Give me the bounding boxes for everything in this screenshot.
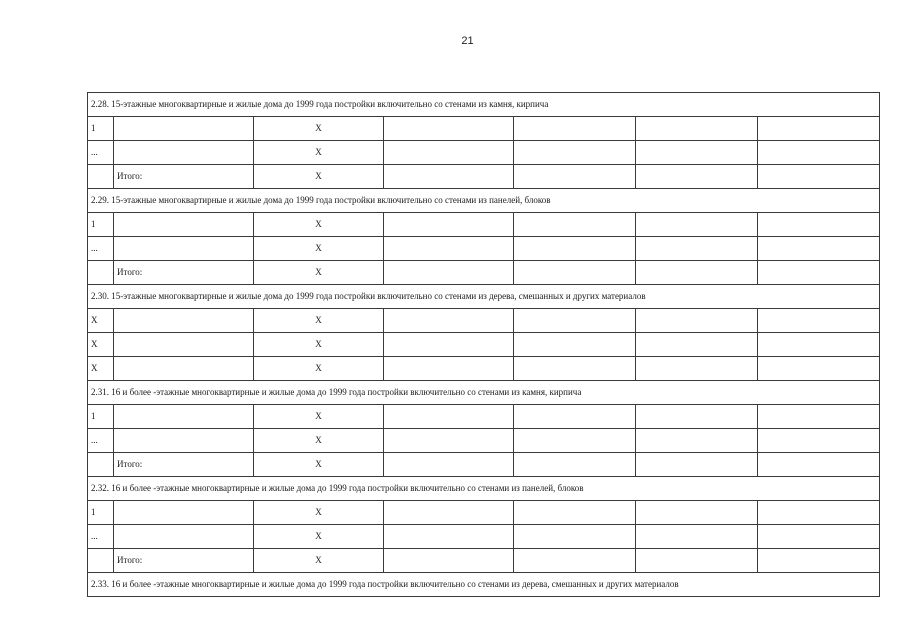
empty-cell: [636, 237, 758, 261]
row-name-cell: [114, 117, 254, 141]
section-heading-row: [88, 381, 880, 405]
empty-cell: [514, 549, 636, 573]
empty-cell: [384, 141, 514, 165]
page-number: 21: [461, 35, 474, 47]
table-body: [88, 93, 880, 597]
table-row: [88, 333, 880, 357]
empty-cell: [636, 141, 758, 165]
row-name-cell: Итого:: [114, 549, 254, 573]
row-name-cell: [114, 357, 254, 381]
section-heading: 2.32. 16 и более -этажные многоквартирные и жилые дома до 1999 года постройки включительно со стенами из панелей, блоков: [88, 477, 880, 501]
empty-cell: [636, 213, 758, 237]
empty-cell: [514, 309, 636, 333]
empty-cell: [758, 333, 880, 357]
empty-cell: [514, 429, 636, 453]
empty-cell: [758, 549, 880, 573]
row-mark-cell: X: [254, 117, 384, 141]
empty-cell: [514, 165, 636, 189]
row-number-cell: [88, 453, 114, 477]
empty-cell: [758, 261, 880, 285]
row-name-cell: [114, 309, 254, 333]
empty-cell: [514, 213, 636, 237]
empty-cell: [636, 405, 758, 429]
empty-cell: [514, 237, 636, 261]
empty-cell: [636, 117, 758, 141]
table-row: [88, 453, 880, 477]
empty-cell: [636, 261, 758, 285]
row-number-cell: ...: [88, 525, 114, 549]
document-table: [87, 92, 880, 597]
section-heading-row: [88, 285, 880, 309]
table-row: [88, 261, 880, 285]
empty-cell: [636, 549, 758, 573]
empty-cell: [514, 141, 636, 165]
empty-cell: [384, 405, 514, 429]
empty-cell: [758, 453, 880, 477]
empty-cell: [636, 525, 758, 549]
table-row: [88, 117, 880, 141]
row-number-cell: X: [88, 333, 114, 357]
row-mark-cell: X: [254, 525, 384, 549]
table-row: [88, 165, 880, 189]
section-heading-row: [88, 573, 880, 597]
empty-cell: [636, 453, 758, 477]
row-name-cell: Итого:: [114, 261, 254, 285]
empty-cell: [758, 213, 880, 237]
empty-cell: [758, 309, 880, 333]
empty-cell: [514, 333, 636, 357]
row-name-cell: [114, 141, 254, 165]
empty-cell: [514, 117, 636, 141]
table-row: [88, 501, 880, 525]
row-number-cell: ...: [88, 237, 114, 261]
empty-cell: [758, 525, 880, 549]
table-row: [88, 549, 880, 573]
table-row: [88, 237, 880, 261]
empty-cell: [636, 501, 758, 525]
section-heading-row: [88, 93, 880, 117]
row-number-cell: 1: [88, 213, 114, 237]
empty-cell: [384, 309, 514, 333]
row-mark-cell: X: [254, 333, 384, 357]
row-mark-cell: X: [254, 429, 384, 453]
empty-cell: [758, 141, 880, 165]
empty-cell: [758, 165, 880, 189]
row-name-cell: Итого:: [114, 453, 254, 477]
empty-cell: [514, 405, 636, 429]
row-mark-cell: X: [254, 549, 384, 573]
table-row: [88, 213, 880, 237]
row-number-cell: X: [88, 309, 114, 333]
row-mark-cell: X: [254, 357, 384, 381]
row-mark-cell: X: [254, 309, 384, 333]
empty-cell: [384, 453, 514, 477]
empty-cell: [384, 213, 514, 237]
row-name-cell: [114, 429, 254, 453]
empty-cell: [758, 237, 880, 261]
table-row: [88, 309, 880, 333]
empty-cell: [758, 501, 880, 525]
empty-cell: [636, 429, 758, 453]
empty-cell: [384, 525, 514, 549]
row-number-cell: [88, 549, 114, 573]
section-heading: 2.33. 16 и более -этажные многоквартирные и жилые дома до 1999 года постройки включительно со стенами из дерева, смешанных и других материалов: [88, 573, 880, 597]
empty-cell: [514, 261, 636, 285]
empty-cell: [758, 357, 880, 381]
row-mark-cell: X: [254, 213, 384, 237]
row-name-cell: [114, 525, 254, 549]
row-number-cell: 1: [88, 405, 114, 429]
table-row: [88, 525, 880, 549]
empty-cell: [384, 549, 514, 573]
empty-cell: [636, 333, 758, 357]
row-mark-cell: X: [254, 405, 384, 429]
row-mark-cell: X: [254, 453, 384, 477]
row-number-cell: 1: [88, 117, 114, 141]
section-heading: 2.30. 15-этажные многоквартирные и жилые дома до 1999 года постройки включительно со стенами из дерева, смешанных и других материалов: [88, 285, 880, 309]
empty-cell: [384, 333, 514, 357]
empty-cell: [636, 357, 758, 381]
row-number-cell: [88, 261, 114, 285]
row-mark-cell: X: [254, 237, 384, 261]
section-heading: 2.28. 15-этажные многоквартирные и жилые дома до 1999 года постройки включительно со стенами из камня, кирпича: [88, 93, 880, 117]
row-name-cell: [114, 333, 254, 357]
section-heading-row: [88, 189, 880, 213]
empty-cell: [384, 237, 514, 261]
empty-cell: [758, 429, 880, 453]
row-mark-cell: X: [254, 141, 384, 165]
empty-cell: [758, 405, 880, 429]
row-number-cell: X: [88, 357, 114, 381]
empty-cell: [514, 525, 636, 549]
row-name-cell: [114, 501, 254, 525]
row-number-cell: [88, 165, 114, 189]
row-mark-cell: X: [254, 261, 384, 285]
table-row: [88, 141, 880, 165]
table-row: [88, 405, 880, 429]
empty-cell: [384, 429, 514, 453]
empty-cell: [636, 165, 758, 189]
row-mark-cell: X: [254, 165, 384, 189]
empty-cell: [384, 357, 514, 381]
row-name-cell: [114, 405, 254, 429]
section-heading: 2.29. 15-этажные многоквартирные и жилые дома до 1999 года постройки включительно со стенами из панелей, блоков: [88, 189, 880, 213]
row-name-cell: [114, 237, 254, 261]
row-name-cell: Итого:: [114, 165, 254, 189]
empty-cell: [384, 261, 514, 285]
row-number-cell: 1: [88, 501, 114, 525]
row-mark-cell: X: [254, 501, 384, 525]
empty-cell: [384, 165, 514, 189]
row-name-cell: [114, 213, 254, 237]
empty-cell: [514, 453, 636, 477]
row-number-cell: ...: [88, 141, 114, 165]
table-row: [88, 429, 880, 453]
empty-cell: [384, 117, 514, 141]
empty-cell: [636, 309, 758, 333]
empty-cell: [514, 357, 636, 381]
section-heading-row: [88, 477, 880, 501]
section-heading: 2.31. 16 и более -этажные многоквартирные и жилые дома до 1999 года постройки включительно со стенами из камня, кирпича: [88, 381, 880, 405]
empty-cell: [514, 501, 636, 525]
table-row: [88, 357, 880, 381]
empty-cell: [758, 117, 880, 141]
empty-cell: [384, 501, 514, 525]
row-number-cell: ...: [88, 429, 114, 453]
